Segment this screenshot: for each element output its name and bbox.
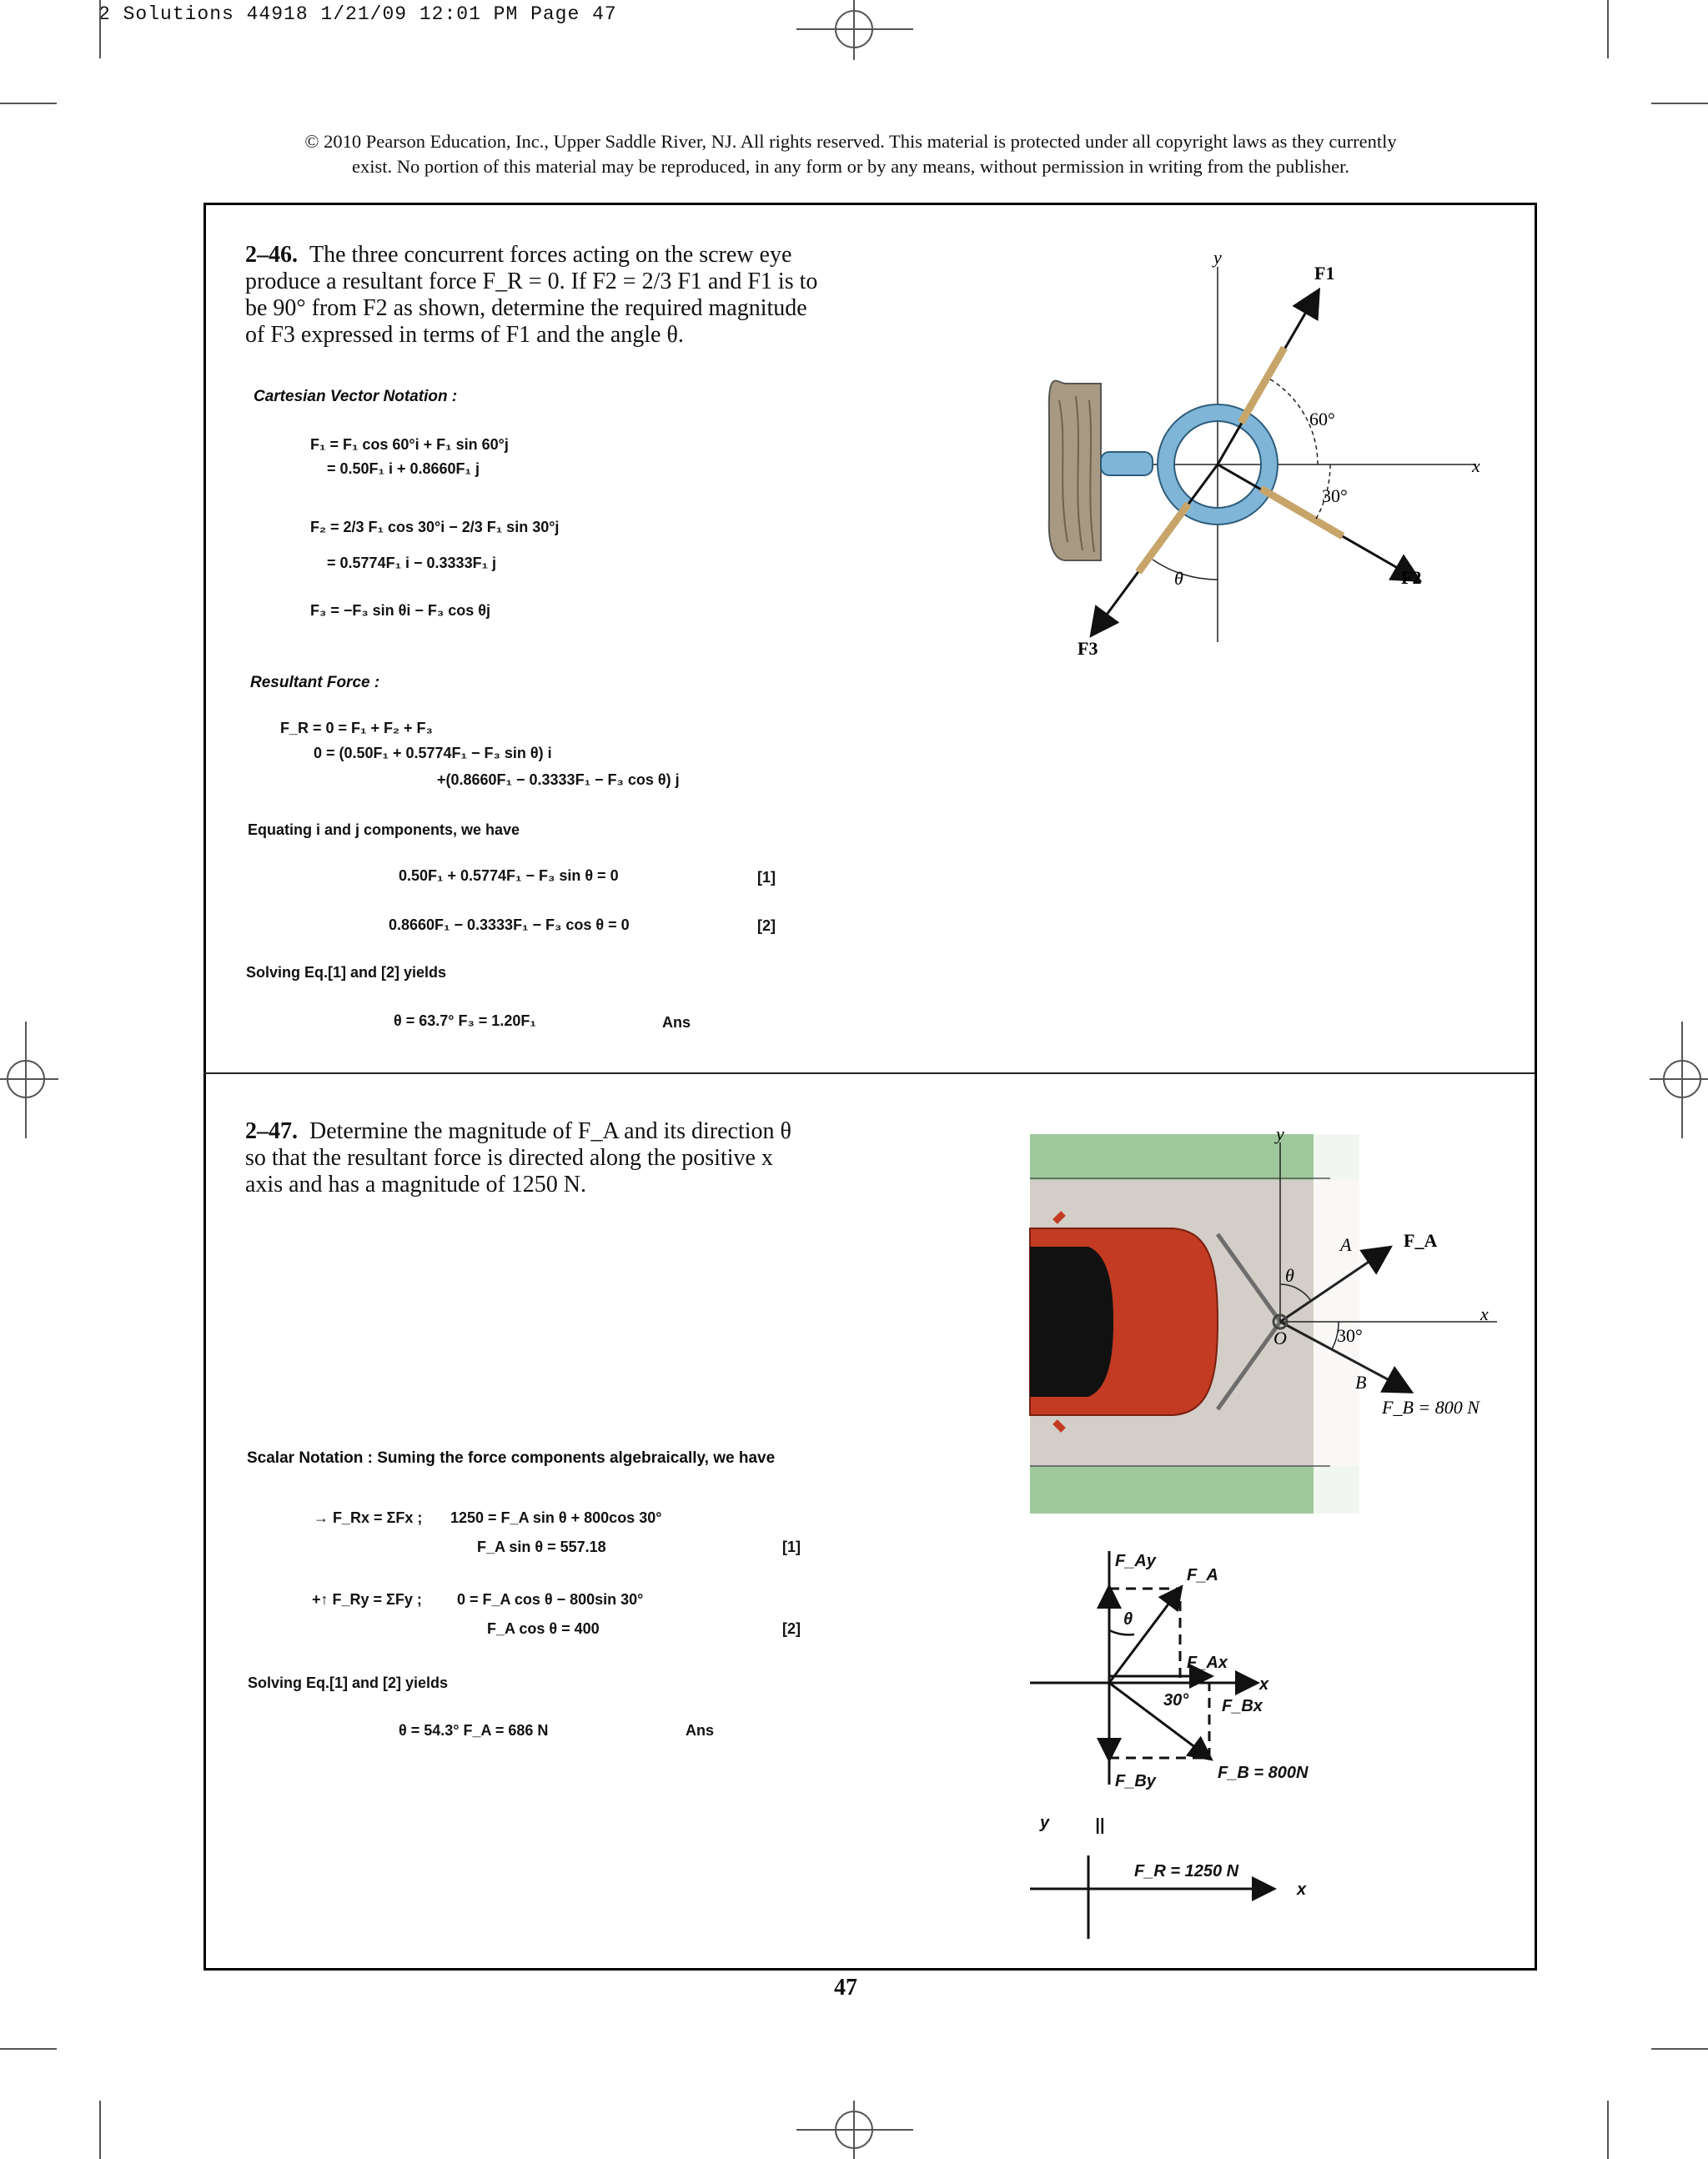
p47-eq-1: 1250 = F_A sin θ + 800cos 30° bbox=[450, 1509, 662, 1526]
p47-sketch bbox=[1030, 1534, 1380, 1943]
p46-equating-text: Equating i and j components, we have bbox=[248, 821, 520, 838]
problem-47-line-3: axis and has a magnitude of 1250 N. bbox=[245, 1172, 587, 1197]
sketch-label-equals: || bbox=[1095, 1816, 1105, 1835]
p46-label-60: 60° bbox=[1309, 409, 1335, 429]
p47-eq-1-tag: [1] bbox=[782, 1539, 801, 1555]
p47-eq-2-tag: [2] bbox=[782, 1620, 801, 1637]
p47-eq-1-label: → F_Rx = ΣFx ; bbox=[314, 1509, 423, 1526]
p46-eq-1a: F₁ = F₁ cos 60°i + F₁ sin 60°j bbox=[310, 436, 509, 453]
wood-block bbox=[1049, 381, 1101, 560]
p47-label-b: B bbox=[1355, 1372, 1367, 1393]
copyright-notice bbox=[208, 129, 1493, 179]
p47-ans-label: Ans bbox=[686, 1722, 715, 1739]
p46-label-30: 30° bbox=[1322, 485, 1348, 506]
problem-46-statement bbox=[245, 242, 867, 349]
p46-eq-4b: 0 = (0.50F₁ + 0.5774F₁ − F₃ sin θ) i bbox=[314, 745, 552, 761]
p46-eq-5: 0.50F₁ + 0.5774F₁ − F₃ sin θ = 0 bbox=[399, 867, 619, 884]
sketch-label-fb: F_B = 800N bbox=[1218, 1764, 1309, 1782]
problem-46-line-1: The three concurrent forces acting on the screw eye bbox=[309, 242, 792, 268]
p46-figure bbox=[1042, 242, 1480, 667]
p46-eq-5-tag: [1] bbox=[757, 869, 776, 886]
theta-arc bbox=[1153, 560, 1218, 580]
p46-eq-2a: F₂ = 2/3 F₁ cos 30°i − 2/3 F₁ sin 30°j bbox=[310, 519, 560, 535]
p47-label-fa: F_A bbox=[1404, 1230, 1438, 1251]
p46-label-y: y bbox=[1213, 247, 1222, 268]
screw-shank bbox=[1101, 452, 1153, 475]
print-slug: 2 Solutions 44918 1/21/09 12:01 PM Page 47 bbox=[98, 3, 617, 25]
sketch-label-x2: x bbox=[1297, 1880, 1307, 1899]
p46-solving-text: Solving Eq.[1] and [2] yields bbox=[246, 964, 447, 981]
sketch-label-fby: F_By bbox=[1115, 1772, 1156, 1790]
problem-46-number: 2–46. bbox=[245, 242, 298, 268]
p46-label-f2: F2 bbox=[1401, 567, 1422, 588]
sketch-label-theta: θ bbox=[1123, 1610, 1133, 1629]
f3-rope bbox=[1138, 504, 1188, 572]
p47-label-y: y bbox=[1276, 1123, 1284, 1144]
sketch-label-fax: F_Ax bbox=[1187, 1654, 1228, 1672]
sketch-label-fa: F_A bbox=[1187, 1566, 1218, 1584]
sketch-label-fbx: F_Bx bbox=[1222, 1697, 1263, 1715]
p47-label-fb: F_B = 800 N bbox=[1382, 1397, 1479, 1418]
p46-heading-cartesian: Cartesian Vector Notation : bbox=[254, 388, 458, 405]
p47-label-x: x bbox=[1480, 1303, 1489, 1324]
problem-47-line-1: Determine the magnitude of F_A and its direction θ bbox=[309, 1118, 791, 1144]
p47-eq-2b: F_A cos θ = 400 bbox=[487, 1620, 600, 1637]
p46-eq-1b: = 0.50F₁ i + 0.8660F₁ j bbox=[327, 460, 480, 477]
problem-46-line-4: of F3 expressed in terms of F1 and the angle θ. bbox=[245, 322, 684, 348]
sketch-label-fay: F_Ay bbox=[1115, 1552, 1156, 1570]
p46-eq-4a: F_R = 0 = F₁ + F₂ + F₃ bbox=[280, 720, 433, 736]
sketch-fb-vector bbox=[1109, 1683, 1209, 1758]
p47-label-a: A bbox=[1340, 1234, 1352, 1255]
problem-47-statement bbox=[245, 1118, 867, 1198]
sketch-label-fr: F_R = 1250 N bbox=[1134, 1862, 1239, 1880]
p47-solving-text: Solving Eq.[1] and [2] yields bbox=[248, 1674, 449, 1691]
p47-eq-1b: F_A sin θ = 557.18 bbox=[477, 1539, 606, 1555]
problem-46-line-3: be 90° from F2 as shown, determine the required magnitude bbox=[245, 295, 807, 321]
p46-label-f1: F1 bbox=[1314, 263, 1335, 284]
problem-47-line-2: so that the resultant force is directed along the positive x bbox=[245, 1145, 773, 1171]
sketch-fa-vector bbox=[1109, 1589, 1180, 1683]
p46-eq-2b: = 0.5774F₁ i − 0.3333F₁ j bbox=[327, 555, 497, 571]
p47-label-theta: θ bbox=[1285, 1265, 1294, 1286]
sketch-label-30: 30° bbox=[1163, 1691, 1189, 1710]
p47-answer: θ = 54.3° F_A = 686 N bbox=[399, 1722, 549, 1739]
p46-answer: θ = 63.7° F₃ = 1.20F₁ bbox=[394, 1012, 536, 1029]
p46-heading-resultant: Resultant Force : bbox=[250, 674, 380, 691]
p47-heading-scalar: Scalar Notation : Suming the force components algebraically, we have bbox=[247, 1449, 776, 1467]
p46-eq-3: F₃ = −F₃ sin θi − F₃ cos θj bbox=[310, 602, 490, 619]
problem-46-line-2: produce a resultant force F_R = 0. If F2 = 2/3 F1 and F1 is to bbox=[245, 269, 818, 294]
sketch-label-y: y bbox=[1040, 1814, 1050, 1832]
p46-eq-4c: +(0.8660F₁ − 0.3333F₁ − F₃ cos θ) j bbox=[437, 771, 680, 788]
p46-label-f3: F3 bbox=[1078, 638, 1098, 659]
problem-47-number: 2–47. bbox=[245, 1118, 298, 1144]
p47-eq-2-label: +↑ F_Ry = ΣFy ; bbox=[312, 1591, 422, 1608]
p47-label-30: 30° bbox=[1337, 1325, 1363, 1346]
problem-divider bbox=[203, 1072, 1535, 1074]
page-number: 47 bbox=[834, 1975, 857, 2001]
p46-label-theta: θ bbox=[1174, 568, 1183, 589]
copyright-line-1: © 2010 Pearson Education, Inc., Upper Saddle River, NJ. All rights reserved. This material is protected under all copyright laws as they currently bbox=[304, 131, 1397, 152]
p46-ans-label: Ans bbox=[662, 1014, 691, 1031]
p46-eq-6: 0.8660F₁ − 0.3333F₁ − F₃ cos θ = 0 bbox=[389, 916, 630, 933]
p47-figure bbox=[1030, 1123, 1497, 1514]
sketch-label-x: x bbox=[1259, 1675, 1269, 1694]
p46-label-x: x bbox=[1472, 455, 1480, 476]
p47-eq-2: 0 = F_A cos θ − 800sin 30° bbox=[457, 1591, 644, 1608]
copyright-line-2: exist. No portion of this material may be reproduced, in any form or by any means, without permission in writing from the publisher. bbox=[351, 156, 1349, 177]
car-windshield bbox=[1030, 1247, 1113, 1397]
p47-label-o: O bbox=[1273, 1328, 1287, 1348]
p46-eq-6-tag: [2] bbox=[757, 917, 776, 934]
